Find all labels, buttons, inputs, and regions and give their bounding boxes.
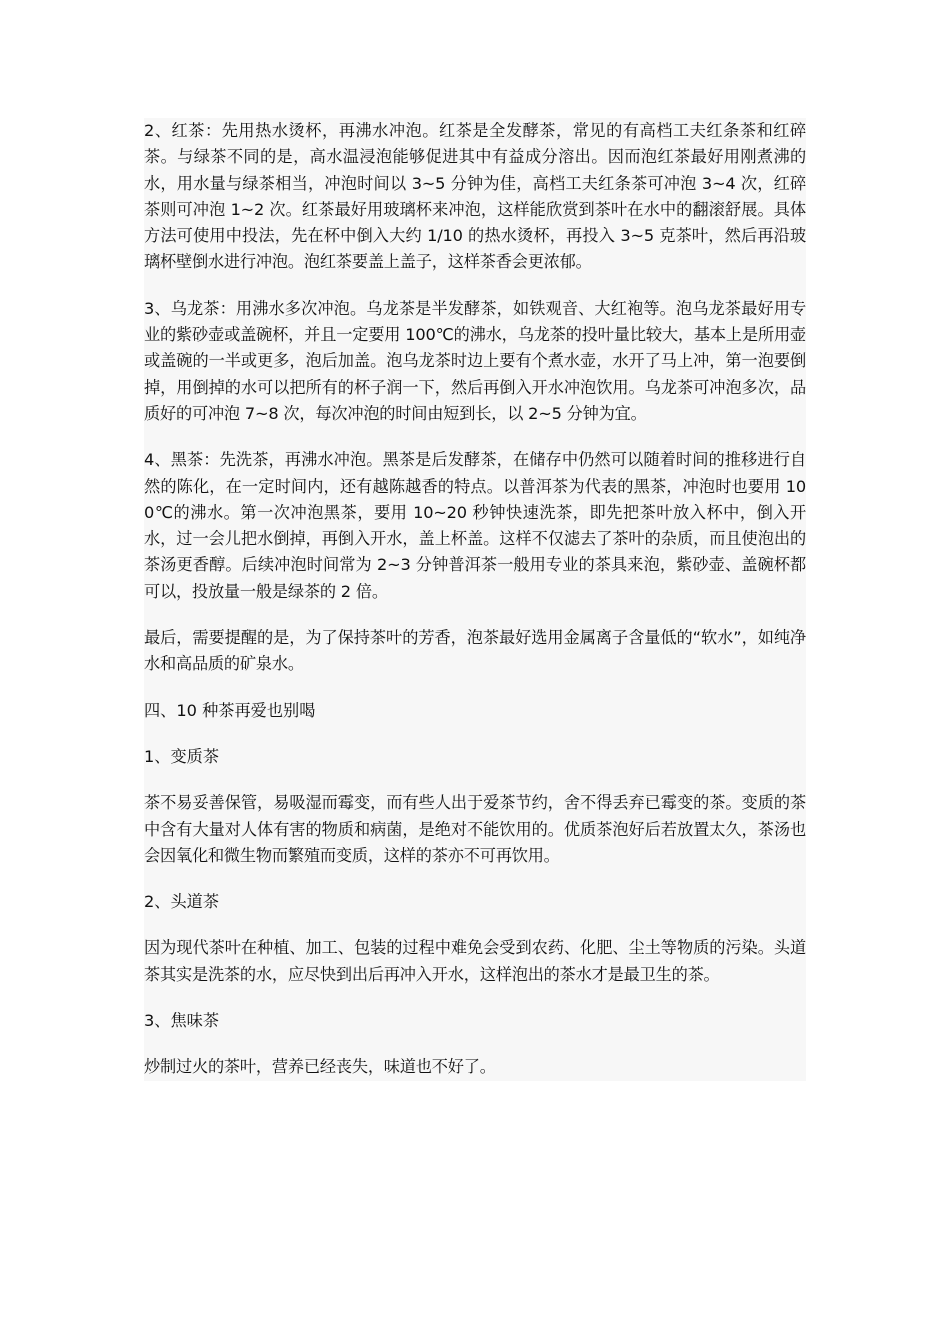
paragraph-final-reminder: 最后，需要提醒的是，为了保持茶叶的芳香，泡茶最好选用金属离子含量低的“软水”，如纯净水和高品质的矿泉水。 [144, 628, 806, 674]
paragraph-gap [144, 427, 806, 447]
first-brew-heading: 2、头道茶 [144, 892, 220, 912]
burnt-tea-paragraph: 炒制过火的茶叶，营养已经丧失，味道也不好了。 [144, 1057, 496, 1077]
paragraph-gap [144, 988, 806, 1008]
document-body [144, 118, 806, 1081]
paragraph-gap [144, 915, 806, 935]
paragraph-gap [144, 1034, 806, 1054]
first-brew-paragraph: 因为现代茶叶在种植、加工、包装的过程中难免会受到农药、化肥、尘土等物质的污染。头道茶其实是洗茶的水，应尽快到出后再冲入开水，这样泡出的茶水才是最卫生的茶。 [144, 938, 806, 984]
paragraph-gap [144, 276, 806, 296]
paragraph-gap [144, 605, 806, 625]
paragraph-gap [144, 724, 806, 744]
paragraph-black-tea: 2、红茶：先用热水烫杯，再沸水冲泡。红茶是全发酵茶，常见的有高档工夫红条茶和红碎茶。与绿茶不同的是，高水温浸泡能够促进其中有益成分溶出。因而泡红茶最好用刚煮沸的水，用水量与绿茶相当，冲泡时间以 3~5 分钟为佳，高档工夫红条茶可冲泡 3~4 次，红碎茶则可冲泡 1~2 次。红茶最好用玻璃杯来冲泡，这样能欣赏到茶叶在水中的翻滚舒展。具体方法可使用中投法，先在杯中倒入大约 1/10 的热水烫杯，再投入 3~5 克茶叶，然后再沿玻璃杯壁倒水进行冲泡。泡红茶要盖上盖子，这样茶香会更浓郁。 [144, 121, 806, 272]
paragraph-dark-tea: 4、黑茶：先洗茶，再沸水冲泡。黑茶是后发酵茶，在储存中仍然可以随着时间的推移进行自然的陈化，在一定时间内，还有越陈越香的特点。以普洱茶为代表的黑茶，冲泡时也要用 100℃的沸水。第一次冲泡黑茶，要用 10~20 秒钟快速洗茶，即先把茶叶放入杯中，倒入开水，过一会儿把水倒掉，再倒入开水，盖上杯盖。这样不仅滤去了茶叶的杂质，而且使泡出的茶汤更香醇。后续冲泡时间常为 2~3 分钟普洱茶一般用专业的茶具来泡，紫砂壶、盖碗杯都可以，投放量一般是绿茶的 2 倍。 [144, 450, 806, 601]
paragraph-oolong-tea: 3、乌龙茶：用沸水多次冲泡。乌龙茶是半发酵茶，如铁观音、大红袍等。泡乌龙茶最好用专业的紫砂壶或盖碗杯，并且一定要用 100℃的沸水，乌龙茶的投叶量比较大，基本上是所用壶或盖碗的一半或更多，泡后加盖。泡乌龙茶时边上要有个煮水壶，水开了马上冲，第一泡要倒掉，用倒掉的水可以把所有的杯子润一下，然后再倒入开水冲泡饮用。乌龙茶可冲泡多次，品质好的可冲泡 7~8 次，每次冲泡的时间由短到长，以 2~5 分钟为宜。 [144, 298, 806, 423]
paragraph-gap [144, 678, 806, 698]
spoiled-tea-heading: 1、变质茶 [144, 746, 220, 766]
burnt-tea-heading: 3、焦味茶 [144, 1011, 220, 1031]
section-four-heading: 四、10 种茶再爱也别喝 [144, 700, 316, 720]
paragraph-gap [144, 869, 806, 889]
spoiled-tea-paragraph: 茶不易妥善保管，易吸湿而霉变，而有些人出于爱茶节约，舍不得丢弃已霉变的茶。变质的茶中含有大量对人体有害的物质和病菌，是绝对不能饮用的。优质茶泡好后若放置太久，茶汤也会因氧化和微生物而繁殖而变质，这样的茶亦不可再饮用。 [144, 793, 806, 865]
paragraph-gap [144, 770, 806, 790]
